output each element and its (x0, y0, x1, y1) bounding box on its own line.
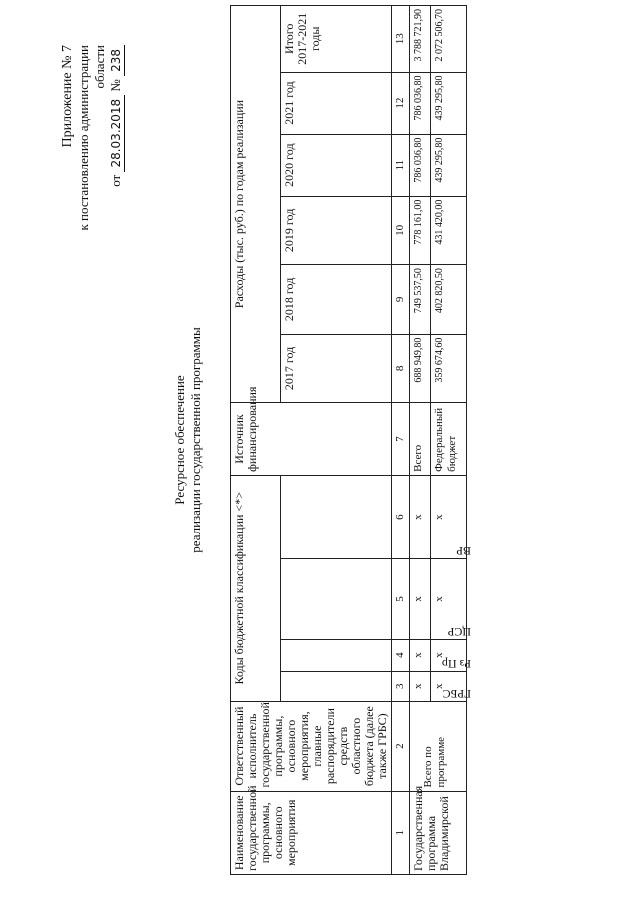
date-prefix: от (108, 174, 123, 187)
column-number-row (392, 6, 410, 875)
header-year-2019: 2019 год (280, 196, 391, 264)
col-num: 5 (392, 559, 410, 639)
cell-2018: 749 537,50 (410, 265, 431, 335)
cell-rzpr: x (430, 639, 466, 671)
table-row (410, 6, 431, 875)
cell-rzpr: x (410, 639, 431, 671)
header-vr: ВР (280, 475, 391, 559)
cell-source: Всего (410, 403, 431, 476)
col-num: 1 (392, 791, 410, 874)
title-line-2: реализации государственной программы (188, 327, 203, 553)
cell-2017: 359 674,60 (430, 334, 466, 402)
header-year-2020: 2020 год (280, 134, 391, 196)
cell-grbs: x (430, 671, 466, 701)
col-num: 8 (392, 334, 410, 402)
title-line-1: Ресурсное обеспечение (172, 375, 187, 505)
col-num: 3 (392, 671, 410, 701)
cell-csr: x (410, 559, 431, 639)
header-year-2018: 2018 год (280, 265, 391, 335)
header-name: Наименование государственной программы, основного мероприятия (231, 791, 392, 874)
cell-source: Федеральный бюджет (430, 403, 466, 476)
header-year-2017: 2017 год (280, 334, 391, 402)
header-source: Источник финансирования (231, 403, 392, 476)
appendix-title: Приложение № 7 (60, 45, 75, 148)
cell-2018: 402 820,50 (430, 265, 466, 335)
header-grbs: ГРБС (280, 671, 391, 701)
cell-vr: x (410, 475, 431, 559)
document-title (172, 275, 204, 605)
program-all: Всего по программе (410, 701, 467, 791)
program-name: Государственная программа Владимирской (410, 791, 467, 874)
header-row-1 (231, 6, 281, 875)
cell-2020: 786 036,80 (410, 134, 431, 196)
cell-grbs: x (410, 671, 431, 701)
header-csr: ЦСР (280, 559, 391, 639)
col-num: 11 (392, 134, 410, 196)
col-num: 4 (392, 639, 410, 671)
cell-vr: x (430, 475, 466, 559)
appendix-decree: к постановлению администрации (76, 45, 91, 231)
header-budget-codes: Коды бюджетной классификации <*> (231, 475, 281, 701)
cell-csr: x (430, 559, 466, 639)
cell-2019: 431 420,00 (430, 196, 466, 264)
col-num: 2 (392, 701, 410, 791)
cell-total: 2 072 506,70 (430, 6, 466, 73)
appendix-region: области (92, 45, 107, 89)
header-expenses: Расходы (тыс. руб.) по годам реализации (231, 6, 281, 403)
col-num: 6 (392, 475, 410, 559)
cell-2020: 439 295,80 (430, 134, 466, 196)
header-year-2021: 2021 год (280, 72, 391, 134)
handwritten-date: 28.03.2018 (108, 95, 125, 172)
appendix-block (60, 45, 125, 345)
cell-2021: 786 036,80 (410, 72, 431, 134)
handwritten-number: 238 (108, 45, 125, 76)
col-num: 9 (392, 265, 410, 335)
col-num: 10 (392, 196, 410, 264)
header-total: Итого 2017-2021 годы (280, 6, 391, 73)
cell-total: 3 788 721,90 (410, 6, 431, 73)
cell-2021: 439 295,80 (430, 72, 466, 134)
header-responsible: Ответственный исполнитель государственной программы, основного мероприятия, главные распорядители средств областного бюджета (далее также ГРБС) (231, 701, 392, 791)
appendix-date-line (108, 45, 125, 345)
number-prefix: № (108, 79, 123, 92)
col-num: 13 (392, 6, 410, 73)
cell-2017: 688 949,80 (410, 334, 431, 402)
cell-2019: 778 161,00 (410, 196, 431, 264)
resource-table (230, 5, 471, 875)
col-num: 7 (392, 403, 410, 476)
col-num: 12 (392, 72, 410, 134)
header-rzpr: Рз Пр (280, 639, 391, 671)
